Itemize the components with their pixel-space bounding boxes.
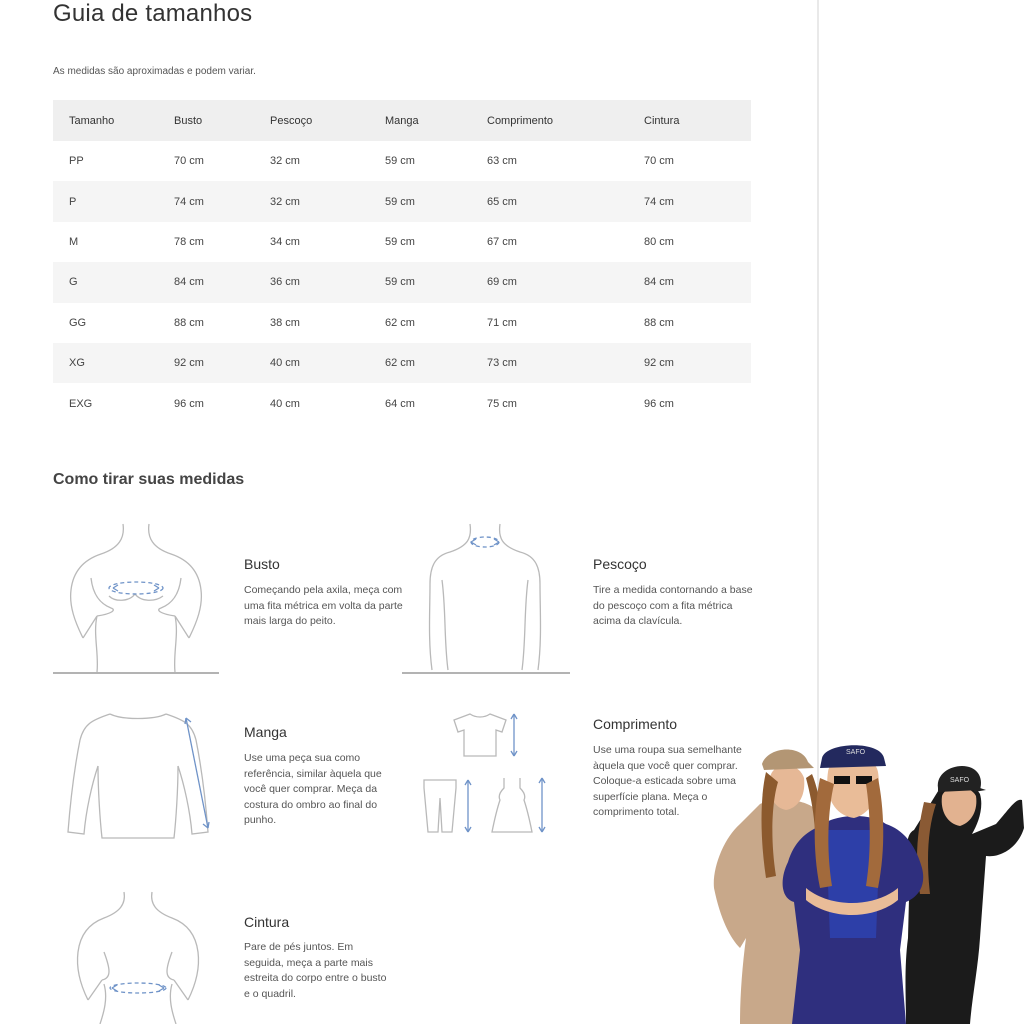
table-cell: 38 cm [270,316,300,329]
bust-description: Começando pela axila, meça com uma fita métrica em volta da parte mais larga do peito. [244,584,403,627]
table-cell: 71 cm [487,316,517,329]
table-cell: PP [69,155,84,168]
page-title: Guia de tamanhos [53,0,253,27]
table-cell: 32 cm [270,181,385,221]
table-row [53,343,751,383]
table-cell: 70 cm [644,155,674,168]
table-cell: 59 cm [385,155,415,168]
col-header: Busto [174,100,270,141]
table-cell: 73 cm [487,343,644,383]
page-subtitle: As medidas são aproximadas e podem variar. [53,66,256,77]
length-illustration [418,708,558,838]
waist-illustration [64,888,214,1024]
table-cell: 59 cm [385,235,415,248]
table-cell: 64 cm [385,397,415,410]
table-cell: 92 cm [174,343,270,383]
table-cell: 88 cm [644,316,674,329]
table-cell: 40 cm [270,343,385,383]
sleeve-description: Use uma peça sua como referência, similar àquela que você quer comprar. Meça da costura do ombro ao final do punho. [244,752,382,826]
table-cell: 40 cm [270,397,300,410]
table-cell: 59 cm [385,262,487,302]
neck-title: Pescoço [593,556,647,572]
bust-illustration [53,520,223,678]
table-cell: GG [69,316,87,329]
table-cell: 65 cm [487,181,644,221]
table-cell: 84 cm [174,262,270,302]
table-cell: XG [53,343,174,383]
table-row [53,181,751,221]
table-row [53,303,751,343]
table-cell: 74 cm [644,181,751,221]
table-cell: 80 cm [644,235,674,248]
length-title: Comprimento [593,716,678,732]
table-cell: 75 cm [487,397,517,410]
table-row [53,141,751,181]
col-header: Cintura [644,100,751,141]
table-cell: 88 cm [174,316,204,329]
length-description: Use uma roupa sua semelhante àquela que você quer comprar. Coloque-a esticada sobre uma superfície plana. Meça o comprimento total. [593,744,742,818]
how-to-title: Como tirar suas medidas [53,471,245,488]
table-cell: 62 cm [385,343,487,383]
table-cell: 67 cm [487,235,517,248]
table-cell: EXG [69,397,93,410]
bust-title: Busto [244,556,280,572]
table-cell: 96 cm [174,397,204,410]
table-row [53,383,751,423]
sleeve-illustration [62,710,222,842]
table-cell: M [69,235,79,248]
table-cell: G [53,262,174,302]
table-cell: 74 cm [174,181,270,221]
cap-text-right: SAFO [950,777,970,784]
table-cell: 84 cm [644,262,751,302]
waist-title: Cintura [244,914,290,930]
table-cell: 34 cm [270,235,300,248]
col-header: Comprimento [487,100,644,141]
col-header: Tamanho [53,100,174,141]
size-table [53,100,751,424]
table-header-row [53,100,751,141]
table-cell: 78 cm [174,235,204,248]
waist-description: Pare de pés juntos. Em seguida, meça a parte mais estreita do corpo entre o busto e o quadril. [244,941,387,1000]
table-cell: 96 cm [644,397,674,410]
table-cell: P [53,181,174,221]
table-cell: 69 cm [487,262,644,302]
cap-text-center: SAFO [846,749,866,756]
col-header: Manga [385,100,487,141]
table-cell: 59 cm [385,181,487,221]
table-cell: 70 cm [174,155,204,168]
neck-illustration [402,520,572,678]
table-cell: 62 cm [385,316,415,329]
table-cell: 63 cm [487,155,517,168]
sleeve-title: Manga [244,724,287,740]
table-cell: 36 cm [270,262,385,302]
neck-description: Tire a medida contornando a base do pescoço com a fita métrica acima da clavícula. [593,584,753,627]
product-photo [710,738,1024,1024]
table-row [53,222,751,262]
col-header: Pescoço [270,100,385,141]
model-black-shirt [906,766,1024,1024]
table-row [53,262,751,302]
table-cell: 32 cm [270,155,300,168]
table-cell: 92 cm [644,343,751,383]
